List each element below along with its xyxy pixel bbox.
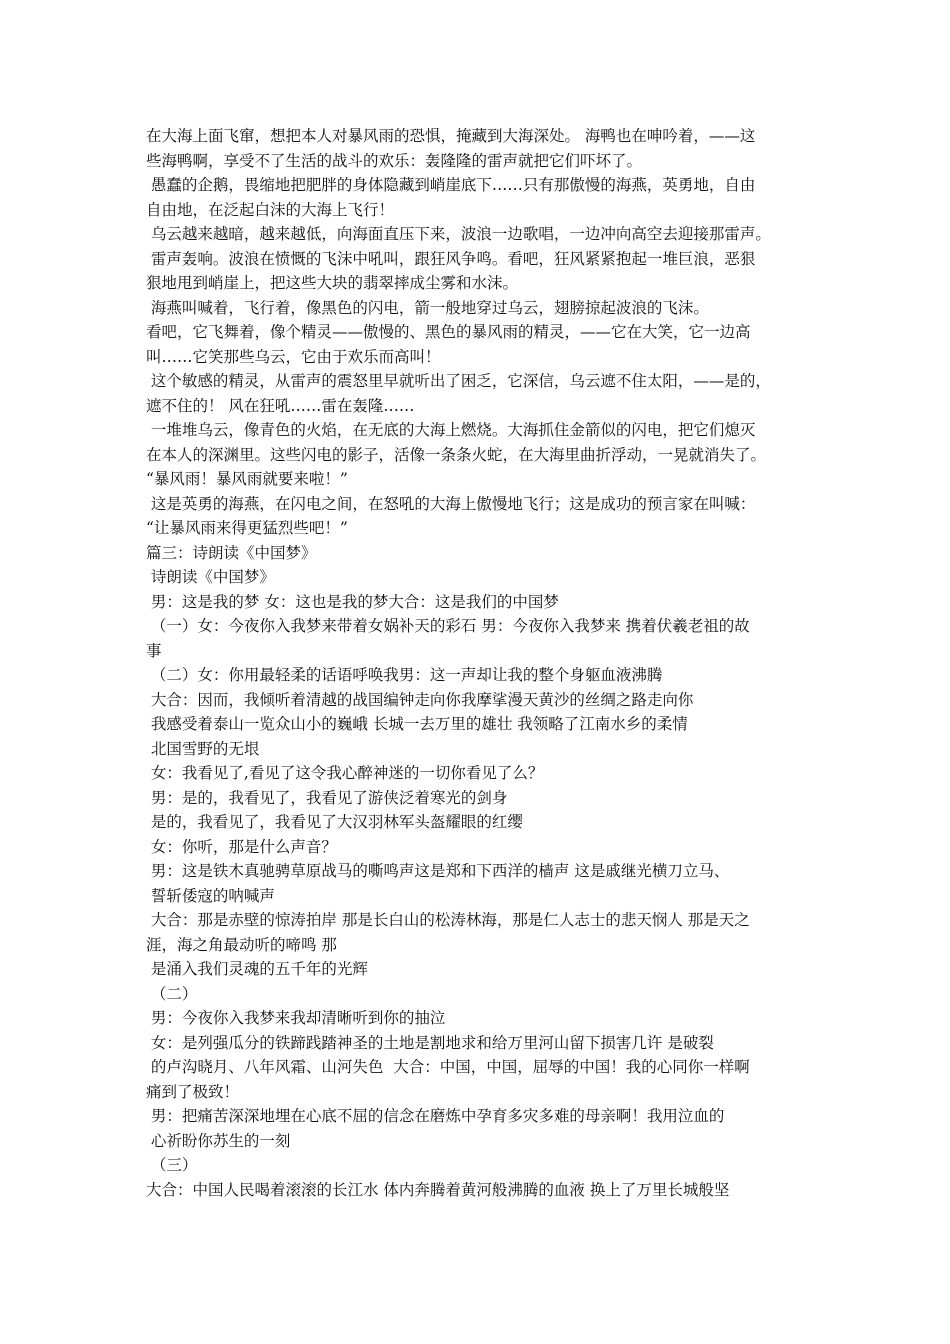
- text-line: 男：这是铁木真驰骋草原战马的嘶鸣声这是郑和下西洋的樯声 这是戚继光横刀立马、: [146, 862, 730, 880]
- section-heading: 篇三：诗朗读《中国梦》: [146, 543, 317, 562]
- text-line: 是涌入我们灵魂的五千年的光辉: [146, 960, 368, 978]
- text-line: 在大海上面飞窜，想把本人对暴风雨的恐惧，掩藏到大海深处。 海鸭也在呻吟着，——这: [146, 127, 756, 145]
- text-line: 大合：那是赤壁的惊涛拍岸 那是长白山的松涛林海，那是仁人志士的悲天悯人 那是天之: [146, 911, 750, 929]
- text-line: 我感受着泰山一览众山小的巍峨 长城一去万里的雄壮 我领略了江南水乡的柔情: [146, 715, 688, 733]
- text-line: （二）: [146, 984, 198, 1003]
- text-line: 事: [146, 641, 162, 660]
- text-line: 是的，我看见了，我看见了大汉羽林军头盔耀眼的红缨: [146, 813, 523, 831]
- text-line: 叫……它笑那些乌云，它由于欢乐而高叫！: [146, 347, 441, 366]
- text-line: 大合：因而，我倾听着清越的战国编钟走向你我摩挲漫天黄沙的丝绸之路走向你: [146, 690, 694, 709]
- text-line: 自由地，在泛起白沫的大海上飞行！: [146, 200, 395, 219]
- text-line: 些海鸭啊，享受不了生活的战斗的欢乐：轰隆隆的雷声就把它们吓坏了。: [146, 151, 643, 170]
- text-line: 遮不住的！ 风在狂吼……雷在轰隆……: [146, 396, 415, 415]
- text-line: 涯，海之角最动听的啼鸣 那: [146, 935, 337, 954]
- text-line: 这个敏感的精灵，从雷声的震怒里早就听出了困乏，它深信，乌云遮不住太阳，——是的，: [146, 372, 771, 390]
- text-line: 看吧，它飞舞着，像个精灵——傲慢的、黑色的暴风雨的精灵，——它在大笑，它一边高: [146, 323, 751, 341]
- text-line: 男：是的，我看见了，我看见了游侠泛着寒光的剑身: [146, 788, 508, 807]
- text-line: （一）女：今夜你入我梦来带着女娲补天的彩石 男：今夜你入我梦来 携着伏羲老祖的故: [146, 617, 750, 635]
- text-line: 女：我看见了,看见了这令我心醉神迷的一切你看见了么？: [146, 764, 544, 782]
- text-line: 女：是列强瓜分的铁蹄践踏神圣的土地是割地求和给万里河山留下损害几许 是破裂: [146, 1033, 714, 1052]
- text-line: 男：今夜你入我梦来我却清晰听到你的抽泣: [146, 1009, 446, 1027]
- text-line: （二）女：你用最轻柔的话语呼唤我男：这一声却让我的整个身躯血液沸腾: [146, 666, 663, 684]
- text-line: 海燕叫喊着，飞行着，像黑色的闪电，箭一般地穿过乌云，翅膀掠起波浪的飞沫。: [146, 298, 709, 317]
- text-line: 愚蠢的企鹅，畏缩地把肥胖的身体隐藏到峭崖底下……只有那傲慢的海燕，英勇地，自由: [146, 176, 756, 194]
- text-line: 女：你听，那是什么声音？: [146, 837, 337, 856]
- text-line: “暴风雨！暴风雨就要来啦！”: [146, 470, 348, 488]
- text-line: 乌云越来越暗，越来越低，向海面直压下来，波浪一边歌唱，一边冲向高空去迎接那雷声。: [146, 225, 771, 243]
- text-line: 雷声轰响。波浪在愤慨的飞沫中吼叫，跟狂风争鸣。看吧，狂风紧紧抱起一堆巨浪，恶狠: [146, 249, 756, 268]
- text-line: 这是英勇的海燕，在闪电之间，在怒吼的大海上傲慢地飞行；这是成功的预言家在叫喊：: [146, 494, 756, 513]
- text-line: 北国雪野的无垠: [146, 739, 260, 758]
- text-line: 的卢沟晓月、八年风霜、山河失色 大合：中国，中国，屈辱的中国！我的心同你一样啊: [146, 1058, 750, 1076]
- text-line: 男：这是我的梦 女：这也是我的梦大合：这是我们的中国梦: [146, 592, 559, 611]
- text-line: 大合：中国人民喝着滚滚的长江水 体内奔腾着黄河般沸腾的血液 换上了万里长城般坚: [146, 1180, 730, 1199]
- text-line: 在本人的深渊里。这些闪电的影子，活像一条条火蛇，在大海里曲折浮动，一晃就消失了。: [146, 445, 767, 464]
- text-line: 一堆堆乌云，像青色的火焰，在无底的大海上燃烧。大海抓住金箭似的闪电，把它们熄灭: [146, 421, 756, 439]
- text-line: 心祈盼你苏生的一刻: [146, 1131, 291, 1150]
- text-line: 男：把痛苦深深地埋在心底不屈的信念在磨炼中孕育多灾多难的母亲啊！我用泣血的: [146, 1107, 725, 1125]
- poem-title: 诗朗读《中国梦》: [146, 568, 275, 586]
- text-line: （三）: [146, 1156, 198, 1174]
- text-line: “让暴风雨来得更猛烈些吧！”: [146, 519, 348, 537]
- text-line: 誓斩倭寇的呐喊声: [146, 886, 275, 905]
- text-line: 痛到了极致！: [146, 1082, 240, 1101]
- text-line: 狠地甩到峭崖上，把这些大块的翡翠摔成尘雾和水沫。: [146, 274, 519, 292]
- document-body: [146, 124, 818, 1202]
